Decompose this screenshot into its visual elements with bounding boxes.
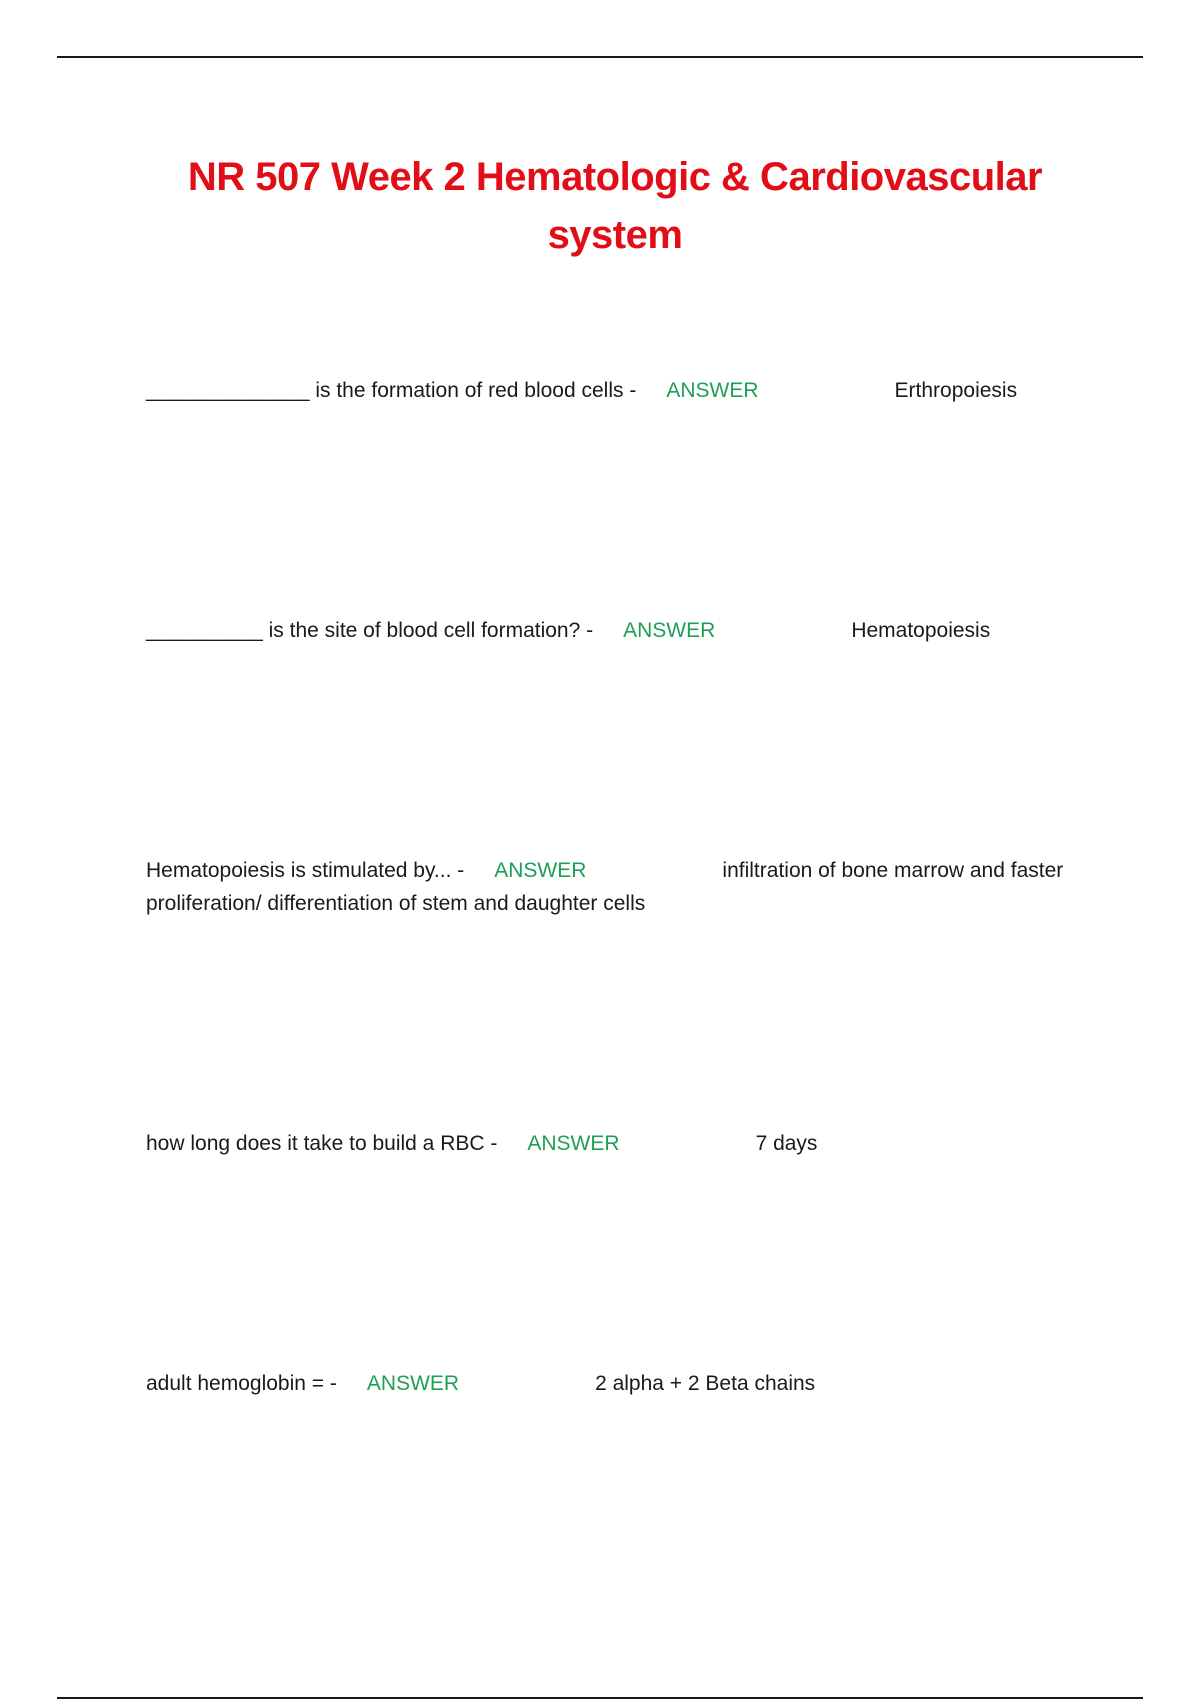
answer-label: ANSWER <box>494 859 587 882</box>
question-text: ______________ is the formation of red blood cells - <box>146 379 637 402</box>
answer-text: 2 alpha + 2 Beta chains <box>595 1372 816 1395</box>
answer-label: ANSWER <box>623 619 716 642</box>
answer-label: ANSWER <box>366 1372 460 1395</box>
top-rule <box>57 56 1143 58</box>
answer-label: ANSWER <box>666 379 759 402</box>
answer-text: infiltration of bone marrow and faster proliferation/ differentiation of stem and daughter cells <box>146 859 1064 915</box>
question-text: Hematopoiesis is stimulated by... - <box>146 859 465 882</box>
answer-text: Erthropoiesis <box>894 379 1018 402</box>
document-title: NR 507 Week 2 Hematologic & Cardiovascular system <box>187 155 1043 257</box>
qa-item <box>146 614 1066 647</box>
answer-text: 7 days <box>755 1132 818 1155</box>
bottom-rule <box>57 1697 1143 1699</box>
answer-label: ANSWER <box>527 1132 620 1155</box>
qa-item <box>146 1367 1066 1400</box>
qa-item <box>146 854 1066 920</box>
qa-item <box>146 374 1066 407</box>
question-text: how long does it take to build a RBC - <box>146 1132 498 1155</box>
qa-item <box>146 1127 1066 1160</box>
answer-text: Hematopoiesis <box>851 619 991 642</box>
question-text: __________ is the site of blood cell formation? - <box>146 619 594 642</box>
question-text: adult hemoglobin = - <box>146 1372 337 1395</box>
